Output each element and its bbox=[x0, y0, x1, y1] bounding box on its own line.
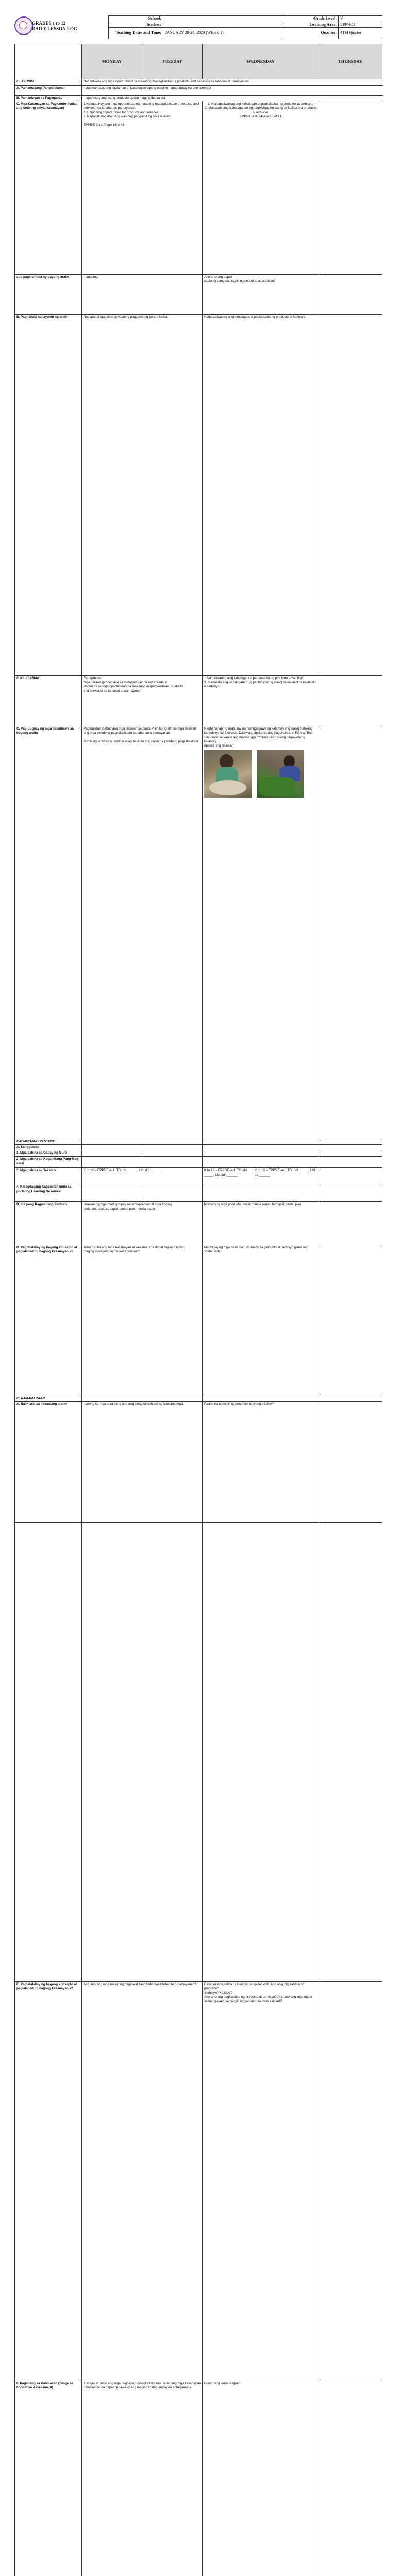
woman-with-kalamay-photo bbox=[257, 750, 304, 798]
area-value: EPP-ICT bbox=[339, 22, 382, 28]
day-header-blank bbox=[15, 44, 82, 79]
header-info-table bbox=[108, 15, 382, 39]
f-thursday bbox=[319, 2381, 382, 2576]
teksbuk-wednesday: K to 12 – EPP5IE-a-1, TG. dd. _____, LM. dd :______ bbox=[203, 1168, 253, 1184]
pamantayang-text: naipamamalas ang kaalaman at kasanayan upang maging matagumpay na entrepreneur bbox=[82, 85, 382, 95]
kalamay-photos bbox=[204, 750, 317, 798]
f-label: F. Paglinang sa Kabihasan (Tungo sa Formative Assessment) bbox=[15, 2381, 82, 2576]
e-thursday bbox=[319, 1982, 382, 2381]
balik-cont-wednesday: Ano-ano ang dapat saalang-alang sa pagpili ng produkto at serbisyo? bbox=[203, 275, 319, 315]
e-monday: Ano-ano ang mga maaaring pagkakakitaan kahit nasa tahanan o pamayanan? bbox=[82, 1982, 203, 2381]
log-title bbox=[32, 21, 77, 32]
title-line-1: GRADES 1 to 12 bbox=[32, 21, 66, 26]
paguugnay-wednesday bbox=[203, 726, 319, 1245]
grade-value: V bbox=[339, 16, 382, 22]
d-wednesday: Magbigay ng mga salita na tumutukoy sa produkto at serbisyo gamit ang spider web. bbox=[203, 1245, 319, 1982]
layunin-text: Natututukoy ang mga oportunidad na maaaring mapagkakitaan ( products and services) sa tahanan at pamayanan. bbox=[82, 79, 382, 85]
e-label: E. Pagtatalakay ng bagong konsepto at paglalahad ng bagong kasanayan #2 bbox=[15, 1982, 82, 2381]
day-tuesday: TUESDAY bbox=[142, 44, 203, 79]
quarter-label: Quarter: bbox=[282, 28, 339, 39]
deped-seal-icon bbox=[14, 16, 33, 35]
kasanayan-label: C. Mga Kasanayan sa Pagkatuto (Isulat ang code ng bawat kasanayan) bbox=[15, 101, 82, 675]
gabay-label: 1. Mga pahina sa Gabay ng Guro bbox=[15, 1150, 82, 1157]
nilalaman-monday: Entrepreneur Mga paraan (processes) sa matagumpay na entrepreneur Pagtukoy sa mga oportunidad na maaaring mapagkakitaan (products and services) sa tahanan at pamayanan bbox=[82, 675, 203, 1139]
iba-monday: larawan ng mga matagumpay na entrepreneur at mga tinging tindahan, tsart, tarpapel, pentel pen, manila paper bbox=[82, 1202, 203, 1396]
dates-label: Teaching Dates and Time: bbox=[109, 28, 163, 39]
f-monday: Tukuyin at suriin ang mga negosyo o pinagkakakitaan. Isulat ang mga kasanayan o kaalaman na dapat gagawa upang maging matagumpay na entrepreneur. bbox=[82, 2381, 203, 2576]
paghahabi-wednesday: Naipapaliwanag ang kahulugan at pagkakaiba ng produkto at serbisyo. bbox=[203, 314, 319, 726]
kagamitan-label: KAGAMITANG PANTURO bbox=[15, 1139, 382, 1144]
day-thursday: THURSDAY bbox=[319, 44, 382, 79]
pamamaraan-label: III. PAMAMARAAN bbox=[15, 1396, 82, 1401]
d-monday: Alam mo ba ang mga kasanayan at kaalaman na dapat taglayin upang maging matagumpay na entrepreneur? bbox=[82, 1245, 203, 1982]
lesson-log-table-page2 bbox=[14, 274, 382, 2576]
woman-cooking-photo bbox=[204, 750, 252, 798]
header-logo bbox=[14, 16, 107, 37]
teacher-label: Teacher: bbox=[109, 22, 163, 28]
paghahabi-thursday bbox=[319, 314, 382, 726]
dates-value: JANUARY 20-24, 2020 (WEEK 1) bbox=[163, 28, 282, 39]
balik-wednesday: Paano ka pumipili ng produkto na iyong bibilhin? bbox=[203, 1402, 319, 1523]
paguugnay-wednesday-text: Naghahanap ng mahusay na manggagawa ng kalamay ang isang malaking karinderya sa Sinikoan. Dalawang aplikante ang nagprisinta, si Rina at Tina. Sino kaya sa kanila ang matatanggap? Sinubukan silang pagawain ng kalamay. (ipakita ang larawan) bbox=[204, 727, 314, 748]
layunin-label: I. LAYUNIN bbox=[15, 79, 82, 85]
paganap-text: mapahusay ang isang produkto upang maging iba sa iba bbox=[82, 95, 382, 101]
day-wednesday: WEDNESDAY bbox=[203, 44, 319, 79]
kasanayan-monday: 1.Natututukoy ang mga oportunidad na maaaring mapagkakitaan ( products and services) sa tahanan at pamayanan. 1.1. Spotting opportunities for products and services 2. Napapahalagahan ang wastong paggamit ng pera o kinita. EPP5IE-0a-1 /Page 16 of 41 bbox=[82, 101, 203, 675]
quarter-value: 4TH Quarter bbox=[339, 28, 382, 39]
balik-cont-monday: magulang. bbox=[82, 275, 203, 315]
e-wednesday: Base sa mga salita na ibinigay sa spider web. Ano ang ibig sabihin ng produkto? Serbisyo? Kalidad? Ano-ano ang pagkakaiba ng produkto at serbisyo? Ano-ano ang mga dapat saalang-alang sa pagpili ng produkto na may kalidad? bbox=[203, 1982, 319, 2381]
paghahabi-monday: Napapahalagahan ang wastong paggamit ng pera o kinita. bbox=[82, 314, 203, 726]
paguugnay-label: C. Pag-uugnay ng mga halimbawa sa bagong aralin bbox=[15, 726, 82, 1245]
day-monday: MONDAY bbox=[82, 44, 142, 79]
d-label: D. Pagtatalakay ng bagong konsepto at paglalahad ng bagong kasanayan #1 bbox=[15, 1245, 82, 1982]
grade-label: Grade Level: bbox=[282, 16, 339, 22]
paganap-label: B. Pamantayan sa Pagaganap bbox=[15, 95, 82, 101]
karagdagang-label: 4. Karagdagang Kagamitan mula sa portal ng Learning Resource bbox=[15, 1184, 82, 1202]
title-line-2: DAILY LESSON LOG bbox=[32, 26, 77, 31]
school-label: School: bbox=[109, 16, 163, 22]
kasanayan-wednesday: 1. Naipapaliwanag ang kahulugan at pagkakaiba ng produkto at serbisyo. 2. Masasabi ang kahalagahan ng pagbibigay ng isang de-kalidad na produkto o serbisyo. EPP5IE -Oa-2/Page 16 of 41 bbox=[203, 101, 319, 675]
balik-cont-thursday bbox=[319, 275, 382, 315]
school-value bbox=[163, 16, 282, 22]
balik-monday: Itanong sa mga bata kung ano ang pinagkakakitaan ng kanilang mga bbox=[82, 1402, 203, 1523]
kagamitan-mag-label: 2. Mga pahina sa Kagamitang Pang-Mag-aaral bbox=[15, 1157, 82, 1168]
paguugnay-monday: Pagmasdan mabuti ang mga larawan sa puno. Piliin kung alin sa mga larawan ang mga pwedeng pagkakakitaan sa tahanan o pamayanan. Pumili ng larawan at sabihin kung bakit ito ang napili na pwedeng pagkakakitaan. bbox=[82, 726, 203, 1245]
balik-cont-label: at/o pagsisimula ng bagong aralin bbox=[15, 275, 82, 315]
pamantayang-label: A. Pamantayang Pangnilalaman bbox=[15, 85, 82, 95]
iba-label: B. Iba pang Kagamitang Panturo bbox=[15, 1202, 82, 1396]
balik-label: A. Balik-aral sa nakaraang aralin bbox=[15, 1402, 82, 1523]
nilalaman-label: II. NILALAMAN bbox=[15, 675, 82, 1139]
iba-wednesday: larawan ng mga produkto , tsart, manila paper, tarpapel, pentel pen bbox=[203, 1202, 319, 1396]
nilalaman-wednesday: 1.Naipaliwanag ang kahulugan at pagkakaiba ng produkto at serbisyo. 2. Masasabi ang kahalagahan ng pagbibigay ng isang de-kalidad na Produkto o serbisyo. bbox=[203, 675, 319, 1139]
sanggunian-label: A. Sanggunian bbox=[15, 1145, 82, 1150]
paghahabi-label: B. Paghahabi sa layunin ng aralin bbox=[15, 314, 82, 726]
teksbuk-thursday: K to 12 – EPP5IE-a-1, TG. dd. _____, LM. dd ______ bbox=[253, 1168, 319, 1184]
teacher-value bbox=[163, 22, 282, 28]
f-wednesday: Punan ang venn diagram bbox=[203, 2381, 319, 2576]
paguugnay-thursday bbox=[319, 726, 382, 1245]
d-thursday bbox=[319, 1245, 382, 1982]
area-label: Learning Area: bbox=[282, 22, 339, 28]
teksbuk-label: 3. Mga pahina sa Teksbuk bbox=[15, 1168, 82, 1184]
teksbuk-monday: K to 12 – EPP5IE-a-1, TG. dd. _____, LM. dd :______ bbox=[82, 1168, 203, 1184]
